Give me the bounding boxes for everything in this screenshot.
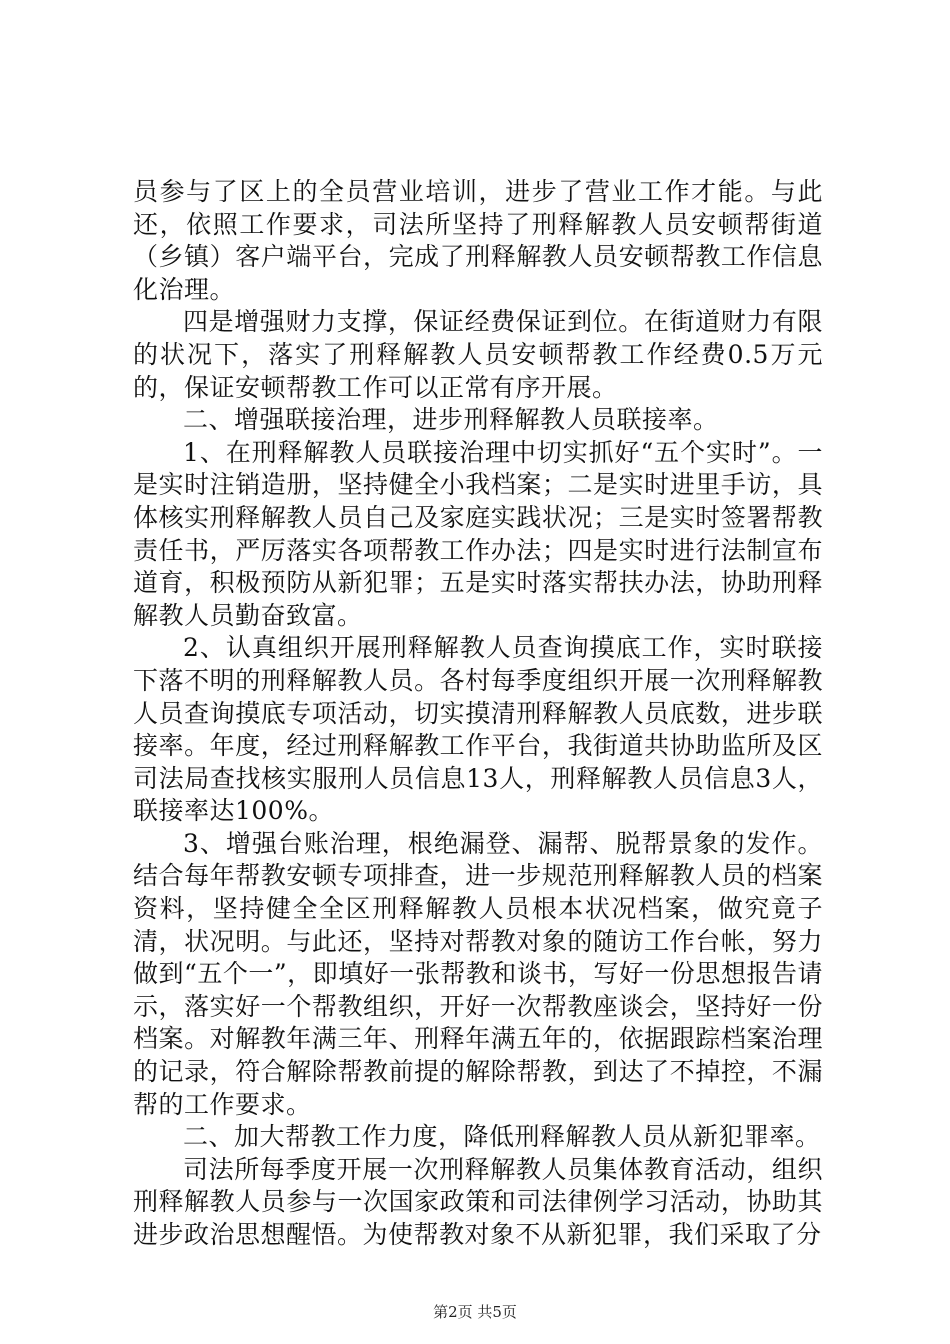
- page-number-footer: 第2页 共5页: [433, 1303, 517, 1321]
- paragraph-item-2: 2、认真组织开展刑释解教人员查询摸底工作，实时联接下落不明的刑释解教人员。各村每季度组织开展一次刑释解教人员查询摸底专项活动，切实摸清刑释解教人员底数，进步联接率。年度，经过刑释解教工作平台，我街道共协助监所及区司法局查找核实服刑人员信息13人，刑释解教人员信息3人，联接率达100%。: [133, 633, 823, 826]
- paragraph-1: 员参与了区上的全员营业培训，进步了营业工作才能。与此还，依照工作要求，司法所坚持了刑释解教人员安顿帮街道（乡镇）客户端平台，完成了刑释解教人员安顿帮教工作信息化治理。: [133, 177, 823, 304]
- document-body: [133, 176, 823, 1252]
- paragraph-2: 四是增强财力支撑，保证经费保证到位。在街道财力有限的状况下，落实了刑释解教人员安顿帮教工作经费0.5万元的，保证安顿帮教工作可以正常有序开展。: [133, 307, 823, 402]
- section-heading-2: 二、增强联接治理，进步刑释解教人员联接率。: [183, 405, 719, 435]
- section-heading-3: 二、加大帮教工作力度，降低刑释解教人员从新犯罪率。: [183, 1122, 821, 1152]
- paragraph-item-1: 1、在刑释解教人员联接治理中切实抓好“五个实时”。一是实时注销造册，坚持健全小我档案；二是实时进里手访，具体核实刑释解教人员自己及家庭实践状况；三是实时签署帮教责任书，严厉落实各项帮教工作办法；四是实时进行法制宣布道育，积极预防从新犯罪；五是实时落实帮扶办法，协助刑释解教人员勤奋致富。: [133, 437, 823, 630]
- paragraph-last: 司法所每季度开展一次刑释解教人员集体教育活动，组织刑释解教人员参与一次国家政策和司法律例学习活动，协助其进步政治思想醒悟。为使帮教对象不从新犯罪，我们采取了分: [133, 1154, 823, 1249]
- paragraph-item-3: 3、增强台账治理，根绝漏登、漏帮、脱帮景象的发作。结合每年帮教安顿专项排查，进一步规范刑释解教人员的档案资料，坚持健全全区刑释解教人员根本状况档案，做究竟子清，状况明。与此还，坚持对帮教对象的随访工作台帐，努力做到“五个一”，即填好一张帮教和谈书，写好一份思想报告请示，落实好一个帮教组织，开好一次帮教座谈会，坚持好一份档案。对解教年满三年、刑释年满五年的，依据跟踪档案治理的记录，符合解除帮教前提的解除帮教，到达了不掉控，不漏帮的工作要求。: [133, 828, 823, 1119]
